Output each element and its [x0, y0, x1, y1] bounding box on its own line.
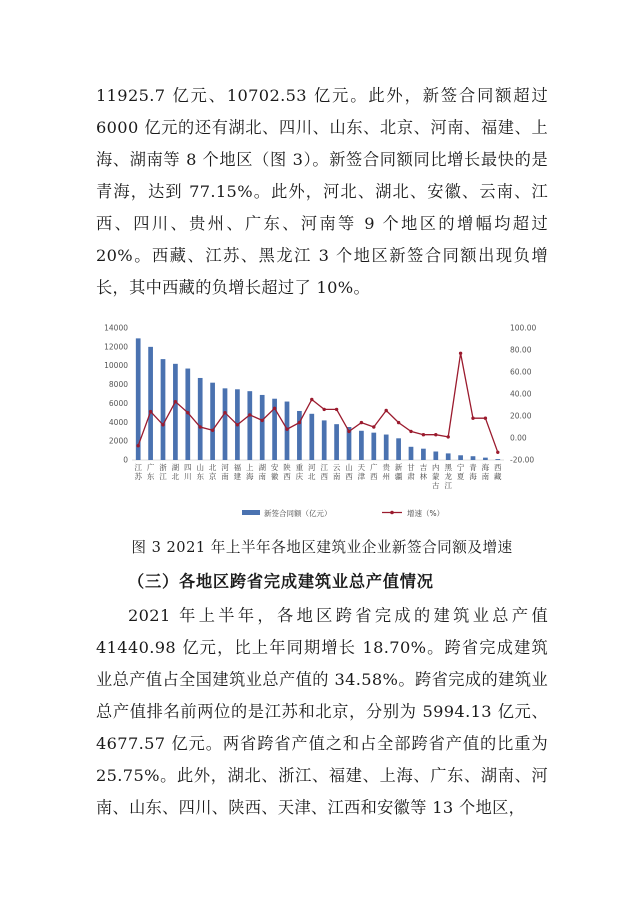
category-label: 藏 — [494, 472, 502, 481]
category-label: 江 — [159, 472, 167, 481]
category-label: 湖 — [258, 463, 266, 472]
right-tick-label: 80.00 — [510, 345, 532, 355]
bar-series — [136, 338, 500, 460]
line-point — [484, 417, 487, 420]
category-label: 海 — [481, 463, 490, 472]
line-point — [496, 451, 499, 454]
bar — [433, 452, 438, 460]
right-tick-label: 0.00 — [510, 433, 527, 443]
category-label: 湖 — [171, 463, 180, 472]
section-heading: （三）各地区跨省完成建筑业总产值情况 — [128, 572, 434, 591]
right-tick-label: 100.00 — [510, 323, 537, 333]
bar — [421, 449, 426, 460]
category-label: 林 — [419, 472, 428, 481]
line-point — [397, 421, 400, 424]
right-axis-ticks — [510, 324, 536, 465]
category-label: 东 — [196, 472, 204, 481]
bar — [371, 433, 376, 460]
category-label: 海 — [246, 472, 254, 481]
category-label: 吉 — [419, 463, 428, 472]
legend — [242, 508, 444, 518]
bar — [458, 455, 463, 460]
category-label: 山 — [345, 463, 353, 472]
line-point — [186, 411, 189, 414]
growth-line — [138, 353, 498, 452]
bar — [198, 378, 203, 460]
bar — [260, 395, 265, 460]
line-point — [310, 398, 313, 401]
line-point — [422, 433, 425, 436]
left-tick-label: 6000 — [108, 398, 128, 408]
line-point — [261, 419, 264, 422]
line-point — [149, 410, 152, 413]
left-tick-label: 4000 — [108, 417, 128, 427]
line-point — [161, 423, 164, 426]
category-label: 北 — [171, 472, 180, 481]
line-point — [223, 411, 226, 414]
line-point — [323, 408, 326, 411]
line-point — [137, 444, 140, 447]
category-label: 重 — [295, 463, 304, 472]
category-label: 新 — [394, 463, 403, 472]
line-point — [236, 423, 239, 426]
line-point — [459, 352, 462, 355]
category-label: 江 — [444, 481, 452, 490]
category-label: 河 — [308, 463, 316, 472]
bar — [446, 453, 451, 460]
category-label: 陕 — [283, 463, 291, 472]
bar — [148, 347, 153, 460]
line-point — [347, 430, 350, 433]
category-label: 西 — [283, 472, 291, 481]
category-label: 河 — [221, 463, 229, 472]
category-label: 南 — [332, 472, 341, 481]
line-point — [385, 409, 388, 412]
body-paragraph-2: 2021 年上半年，各地区跨省完成的建筑业总产值 41440.98 亿元，比上年同期增长 18.70%。跨省完成建筑业总产值占全国建筑业总产值的 34.58%。跨省完成的建筑业总产值排名前两位的是江苏和北京，分别为 5994.13 亿元、4677.57 亿元。两省跨省产值之和占全部跨省产值的比重为 25.75%。此外，湖北、浙江、福建、上海、广东、湖南、河南、山东、四川、陕西、天津、江西和安徽等 13 个地区， — [96, 606, 548, 817]
line-point — [211, 429, 214, 432]
line-point — [199, 425, 202, 428]
category-label: 肃 — [407, 472, 415, 481]
line-series — [137, 352, 500, 454]
category-label: 津 — [357, 472, 366, 481]
category-label: 四 — [184, 463, 192, 472]
category-label: 上 — [246, 463, 254, 472]
bar — [309, 414, 314, 460]
chart — [102, 318, 548, 528]
category-label: 西 — [370, 472, 378, 481]
category-label: 甘 — [407, 463, 415, 472]
category-label: 西 — [320, 472, 328, 481]
bar — [322, 420, 327, 460]
figure-caption: 图 3 2021 年上半年各地区建筑业企业新签合同额及增速 — [131, 539, 513, 556]
category-label: 安 — [270, 463, 279, 472]
category-label: 天 — [357, 463, 366, 472]
category-label: 建 — [233, 472, 242, 481]
bar — [161, 359, 166, 460]
category-label: 西 — [494, 463, 502, 472]
category-label: 北 — [308, 472, 316, 481]
bar — [384, 435, 389, 460]
category-label: 古 — [432, 481, 440, 490]
legend-bar-label: 新签合同额（亿元） — [264, 509, 332, 518]
category-label: 南 — [481, 472, 490, 481]
category-label: 州 — [382, 472, 390, 481]
line-point — [447, 435, 450, 438]
line-point — [298, 421, 301, 424]
line-point — [360, 421, 363, 424]
category-label: 南 — [258, 472, 266, 481]
category-label: 京 — [208, 472, 217, 481]
legend-line-label: 增速（%） — [407, 509, 445, 518]
category-label: 徽 — [270, 472, 279, 481]
legend-bar-swatch — [242, 510, 260, 515]
left-tick-label: 14000 — [104, 323, 128, 333]
category-label: 贵 — [382, 463, 390, 472]
right-tick-label: 20.00 — [510, 411, 532, 421]
category-label: 夏 — [456, 472, 465, 481]
bar — [409, 447, 414, 460]
category-label: 川 — [184, 472, 192, 481]
bar — [359, 431, 364, 460]
bar — [173, 364, 178, 460]
line-point — [248, 413, 251, 416]
category-label: 海 — [469, 472, 477, 481]
line-point — [174, 400, 177, 403]
left-tick-label: 12000 — [104, 342, 128, 352]
category-label: 浙 — [159, 463, 167, 472]
category-label: 黑 — [444, 463, 452, 472]
left-axis-ticks — [104, 324, 128, 465]
line-point — [409, 430, 412, 433]
category-label: 江 — [134, 463, 142, 472]
bar — [223, 388, 228, 460]
category-label: 内 — [432, 463, 440, 472]
category-label: 宁 — [456, 463, 465, 472]
line-point — [335, 408, 338, 411]
bar — [483, 458, 488, 460]
line-point — [273, 407, 276, 410]
left-tick-label: 10000 — [104, 361, 128, 371]
category-label: 东 — [146, 472, 155, 481]
left-tick-label: 0 — [123, 455, 128, 465]
right-tick-label: 40.00 — [510, 389, 532, 399]
category-label: 福 — [233, 463, 242, 472]
right-tick-label: -20.00 — [510, 455, 535, 465]
category-label: 广 — [146, 463, 155, 472]
category-label: 青 — [469, 463, 477, 472]
bar — [471, 456, 476, 460]
right-tick-label: 60.00 — [510, 367, 532, 377]
category-label: 广 — [370, 463, 378, 472]
bar — [210, 383, 215, 460]
category-label: 江 — [320, 463, 328, 472]
category-label: 西 — [345, 472, 353, 481]
line-point — [434, 433, 437, 436]
category-label: 龙 — [444, 472, 452, 481]
line-point — [285, 428, 288, 431]
category-label: 南 — [221, 472, 229, 481]
category-label: 疆 — [394, 472, 403, 481]
category-labels — [134, 462, 502, 490]
bar — [334, 424, 339, 460]
category-label: 山 — [196, 463, 204, 472]
category-label: 苏 — [134, 472, 142, 481]
bar — [396, 438, 401, 460]
left-tick-label: 2000 — [108, 436, 128, 446]
category-label: 云 — [332, 463, 341, 472]
line-point — [471, 417, 474, 420]
category-label: 蒙 — [432, 472, 440, 481]
line-point — [372, 425, 375, 428]
bar — [247, 391, 252, 460]
left-tick-label: 8000 — [108, 380, 128, 390]
bar — [495, 459, 500, 460]
category-label: 庆 — [295, 472, 304, 481]
category-label: 北 — [208, 463, 217, 472]
body-paragraph-1: 11925.7 亿元、10702.53 亿元。此外，新签合同额超过 6000 亿元的还有湖北、四川、山东、北京、河南、福建、上海、湖南等 8 个地区（图 3）。新签合同额同比增长最快的是青海，达到 77.15%。此外，河北、湖北、安徽、云南、江西、四川、贵州、广东、河南等 9 个地区的增幅均超过 20%。西藏、江苏、黑龙江 3 个地区新签合同额出现负增长，其中西藏的负增长超过了 10%。 — [96, 86, 548, 297]
